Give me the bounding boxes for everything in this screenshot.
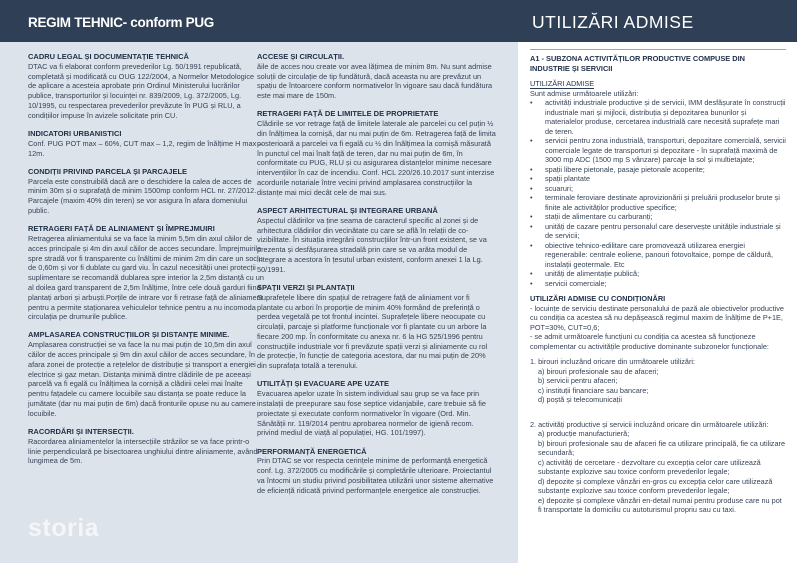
utilizari-admise-panel xyxy=(518,0,797,563)
section-heading: RACORDĂRI ȘI INTERSECȚII. xyxy=(28,427,134,437)
divider xyxy=(530,49,786,50)
section-indicatori xyxy=(28,129,264,158)
admise-item: • unități de alimentație publică; xyxy=(545,269,786,279)
admise-item: • spații plantate xyxy=(545,174,786,184)
regim-tehnic-header xyxy=(0,0,518,42)
section-text: Prin DTAC se vor respecta cerințele minime de performanță energetică conf. Lg. 372/2005 cu modificările și completările ulterioare. Proiectantul va întocmi un studiu privind posibilitatea utilizării unor sisteme alternative de eficiență ridicată privind performanțele energetice ale construcției. xyxy=(257,456,494,495)
section-retrageri-aliniament xyxy=(28,224,264,322)
group-item: c) activități de cercetare - dezvoltare cu excepția celor care utilizează substanțe explozive sau toxice conform prevederilor legale; xyxy=(538,457,761,476)
admise-item: • obiective tehnico-edilitare care promovează utilizarea energiei regenerabile: centrale eoliene, panouri fotovoltaice, pompe de căldură, instalații geotermale. Etc xyxy=(545,241,786,270)
section-parcela xyxy=(28,167,264,216)
admise-item: • terminale feroviare destinate aprovizionării și preluării produselor brute și finite ale activităților productive specifice; xyxy=(545,193,786,212)
group-item: e) depozite și complexe vânzări en-detail numai pentru produse care nu pot fi transportate la domiciliu cu autoturismul propriu sau cu taxi. xyxy=(538,495,782,514)
group-item: b) birouri profesionale sau de afaceri fie ca utilizare principală, fie ca utilizare secundară; xyxy=(538,438,786,457)
section-text: Suprafețele libere din spațiul de retragere față de aliniament vor fi plantate cu arbori în proporție de minim 40% formând de preferință o perdea vegetală pe tot frontul incintei. Suprafețele libere neocupate cu circulații, parcaje și platforme funcționale vor fi plantate cu un arbore la fiecare 200 mp. În conformitate cu anexa nr. 6 la HG 525/1996 pentru construcțiile industriale vor fi prevăzute spații verzi și aliniamente cu rol de protecție, în funcție de categoria acestora, dar nu mai puțin de 20% din suprafața totală a terenului. xyxy=(257,292,488,371)
admise-item: • stații de alimentare cu carburanți; xyxy=(545,212,786,222)
section-text: Aspectul clădirilor va ține seama de caracterul specific al zonei și de arhitectura clădirilor din vecinătate cu care se află în relații de co-vizibilitate. În situația integrării construcțiilor într-un front existent, se va prezenta și desfășurarea stradală prin care se va arăta modul de integrare a acestora în țesutul urban existent, conform anexei 1 la Lg. 50/1991. xyxy=(257,215,487,274)
section-text: Retragerea aliniamentului se va face la minim 5,5m din axul căilor de acces principale și 4m din axul căilor de acces secundare. Împrejmuirile spre stradă vor fi transparente cu înălțimi de minim 2m din care un soclu de 0,60m și vor fi dublate cu gard viu. În cazul necesității unei protecții suplimentare se recomandă dublarea spre interior la 2,5m distanță cu un al doilea gard transparent de 2,5m înălțime, între cele două garduri fiind plantați arbori și arbuști.Porțile de intrare vor fi retrase față de aliniament pentru a permite staționarea vehiculelor tehnice pentru a nu incomoda circulația pe drumurile publice. xyxy=(28,233,264,322)
section-amplasarea xyxy=(28,330,264,418)
conditionari-p2: - se admit următoarele funcțiuni cu condiția ca acestea să funcționeze complementar cu activitățile productive dominante subzonelor funcționale: xyxy=(530,332,769,351)
group-title: 1. birouri incluzând oricare din următoarele utilizări: xyxy=(530,357,696,366)
section-cadru-legal xyxy=(28,52,264,121)
section-heading: CADRU LEGAL ȘI DOCUMENTAȚIE TEHNICĂ xyxy=(28,52,189,61)
section-accese xyxy=(257,52,497,101)
conditionari-heading: UTILIZĂRI ADMISE CU CONDIȚIONĂRI xyxy=(530,294,666,303)
section-heading: RETRAGERI FAȚĂ DE LIMITELE DE PROPRIETATE xyxy=(257,109,439,119)
section-utilitati xyxy=(257,379,497,438)
admise-item: • unități de cazare pentru personalul care deservește unitățile industriale și de servicii; xyxy=(545,222,786,241)
section-heading: UTILITĂȚI ȘI EVACUARE APE UZATE xyxy=(257,379,389,389)
group-activitati xyxy=(530,420,786,515)
section-heading: ACCESE ȘI CIRCULAȚII. xyxy=(257,52,345,61)
utilizari-header xyxy=(518,0,797,42)
storia-logo: storia xyxy=(28,514,100,542)
group-items xyxy=(530,429,786,515)
utilizari-title: UTILIZĂRI ADMISE xyxy=(532,12,694,32)
group-items xyxy=(530,367,786,405)
admise-item: • scuaruri; xyxy=(545,184,786,194)
admise-item: • spații libere pietonale, pasaje pietonale acoperite; xyxy=(545,165,786,175)
section-text: Parcela este construibilă dacă are o deschidere la calea de acces de minim 30m și o suprafață de minim 1500mp conform HCL nr. 27/2012. Parcajele (maxim 40% din teren) se vor asigura în afara domeniului public. xyxy=(28,176,257,215)
section-heading: INDICATORI URBANISTICI xyxy=(28,128,122,138)
section-aspect-arhitectural xyxy=(257,206,497,275)
group-item: a) producție manufacturieră; xyxy=(538,429,630,438)
section-spatii-verzi xyxy=(257,283,497,371)
group-item: b) servicii pentru afaceri; xyxy=(538,376,618,385)
group-item: d) depozite și complexe vânzări en-gros cu excepția celor care utilizează substanțe explozive sau toxice conform prevederilor legale; xyxy=(538,476,773,495)
section-text: Evacuarea apelor uzate în sistem individual sau grup se va face prin instalații de preepurare sau fose septice vidanjabile, care trebuie să fie proiectate și executate conform normativelor în vigoare (Ord. Min. Sănătății nr. 119/2014 pentru aprobarea normelor de igienă recom. privind mediul de viață al populației, HG. 101/1997). xyxy=(257,389,487,438)
section-heading: SPAȚII VERZI ȘI PLANTAȚII xyxy=(257,282,355,292)
section-heading: PERFORMANȚĂ ENERGETICĂ xyxy=(257,446,367,456)
regim-tehnic-title: REGIM TEHNIC- conform PUG xyxy=(28,15,215,30)
admise-item: • activități industriale productive și de servicii, IMM desfășurate în construcții industriale mari și mijlocii, distribuția și depozitarea bunurilor și materialelor produse, cercetarea industrială care necesită suprafețe mari de teren. xyxy=(545,98,786,136)
group-title: 2. activități productive și servicii incluzând oricare din următoarele utilizări: xyxy=(530,419,769,429)
section-text: DTAC va fi elaborat conform prevederilor Lg. 50/1991 republicată, completată și modificată cu OUG 122/2004, a Normelor Metodologice de aplicare a acesteia aprobate prin Ordinul Ministerului lucrărilor publice, transporturilor și locuinței nr. 839/2009, Lg. 372/2005, Lg. 10/1995, cu respectarea prevederilor prevăzute în PUG și RLU, a condițiilor impuse în avizele solicitate prin CU. xyxy=(28,61,255,120)
section-racordari xyxy=(28,427,264,466)
admise-intro: Sunt admise următoarele utilizări: xyxy=(530,88,639,98)
section-performanta xyxy=(257,447,497,496)
section-retrageri-limite xyxy=(257,109,497,197)
section-heading: RETRAGERI FAȚĂ DE ALINIAMENT ȘI ÎMPREJMUIRI xyxy=(28,224,215,234)
admise-item: • servicii pentru zona industrială, transporturi, depozitare comercială, servicii comerciale legate de transporturi și depozitare - în suprafață maximă de 3000 mp ADC (1500 mp S vânzare) parcaje la sol și multietajate; xyxy=(545,136,786,165)
group-birouri xyxy=(530,357,786,405)
section-text: Clădirile se vor retrage față de limitele laterale ale parcelei cu cel puțin ½ din înălțimea la cornișă, dar nu mai puțin de 6m. Retragerea față de limita posterioară a parcelei va fi egală cu ½ din înălțimea la cornișă măsurată în punctul cel mai înalt față de teren, dar nu mai puțin de 6m, în conformitate cu PUG, RLU și cu asigurarea distanțelor minime necesare intervențiilor în caz de incendiu. Conf. HCL 220/26.10.2017 sunt interzise acordurile notariale între vecini privind amplasarea construcțiilor la distanțe mai mici decât cele de mai sus. xyxy=(257,119,496,197)
section-text: Conf. PUG POT max – 60%, CUT max – 1,2, regim de înălțime H max – 12m. xyxy=(28,138,263,158)
section-heading: AMPLASAREA CONSTRUCȚIILOR ȘI DISTANȚE MINIME. xyxy=(28,330,230,340)
section-text: Amplasarea construcției se va face la nu mai puțin de 10,5m din axul căilor de acces principale și 9m din axul căilor de acces secundare, în afara zonei de protecție a rețelelor de distribuție și transport a energiei electrice și gaz metan. Distanța minimă dintre clădirile de pe aceeași parcelă va fi egală cu înălțimea la cornișă a clădirii celei mai înalte pentru fațadele cu camere locuibile sau distanța se poate reduce la jumătate (dar nu mai puțin de 6m) dacă fronturile opuse nu au camere locuibile. xyxy=(28,340,256,418)
section-heading: ASPECT ARHITECTURAL ȘI INTEGRARE URBANĂ xyxy=(257,205,438,215)
admise-list xyxy=(530,98,786,288)
subzone-heading: A1 - SUBZONA ACTIVITĂȚILOR PRODUCTIVE COMPUSE DIN INDUSTRIE ȘI SERVICII xyxy=(530,54,746,73)
group-item: c) instituții financiare sau bancare; xyxy=(538,385,649,395)
conditionari-p1: - locuințe de serviciu destinate personalului de pază ale obiectivelor productive cu condiția ca acestea să nu depășească regimul maxim de înălțime de P+1E, POT=30%, CUT=0,6; xyxy=(530,303,784,332)
regim-column-1 xyxy=(28,52,264,475)
admise-heading: UTILIZĂRI ADMISE xyxy=(530,79,595,88)
section-text: ăile de acces nou create vor avea lățimea de minim 8m. Nu sunt admise soluții de circulație de tip fundătură, dacă aceasta nu are prevăzut un spațiu de întoarcere conform normativelor în vigoare sau dacă fundătura este mai mare de 150m. xyxy=(257,61,493,101)
section-text: Racordarea aliniamentelor la intersecțiile străzilor se va face printr-o linie perpendiculară pe bisectoarea unghiului dintre aliniamente, având lungimea de 5m. xyxy=(28,436,258,466)
section-heading: CONDIȚII PRIVIND PARCELA ȘI PARCAJELE xyxy=(28,166,188,176)
group-item: d) poștă și telecomunicații xyxy=(538,395,622,404)
spacer xyxy=(530,405,786,414)
admise-item: • servicii comerciale; xyxy=(545,279,786,289)
group-item: a) birouri profesionale sau de afaceri; xyxy=(538,366,659,376)
regim-column-2 xyxy=(257,52,497,504)
utilizari-content xyxy=(530,49,786,515)
conditionari-section xyxy=(530,294,786,351)
